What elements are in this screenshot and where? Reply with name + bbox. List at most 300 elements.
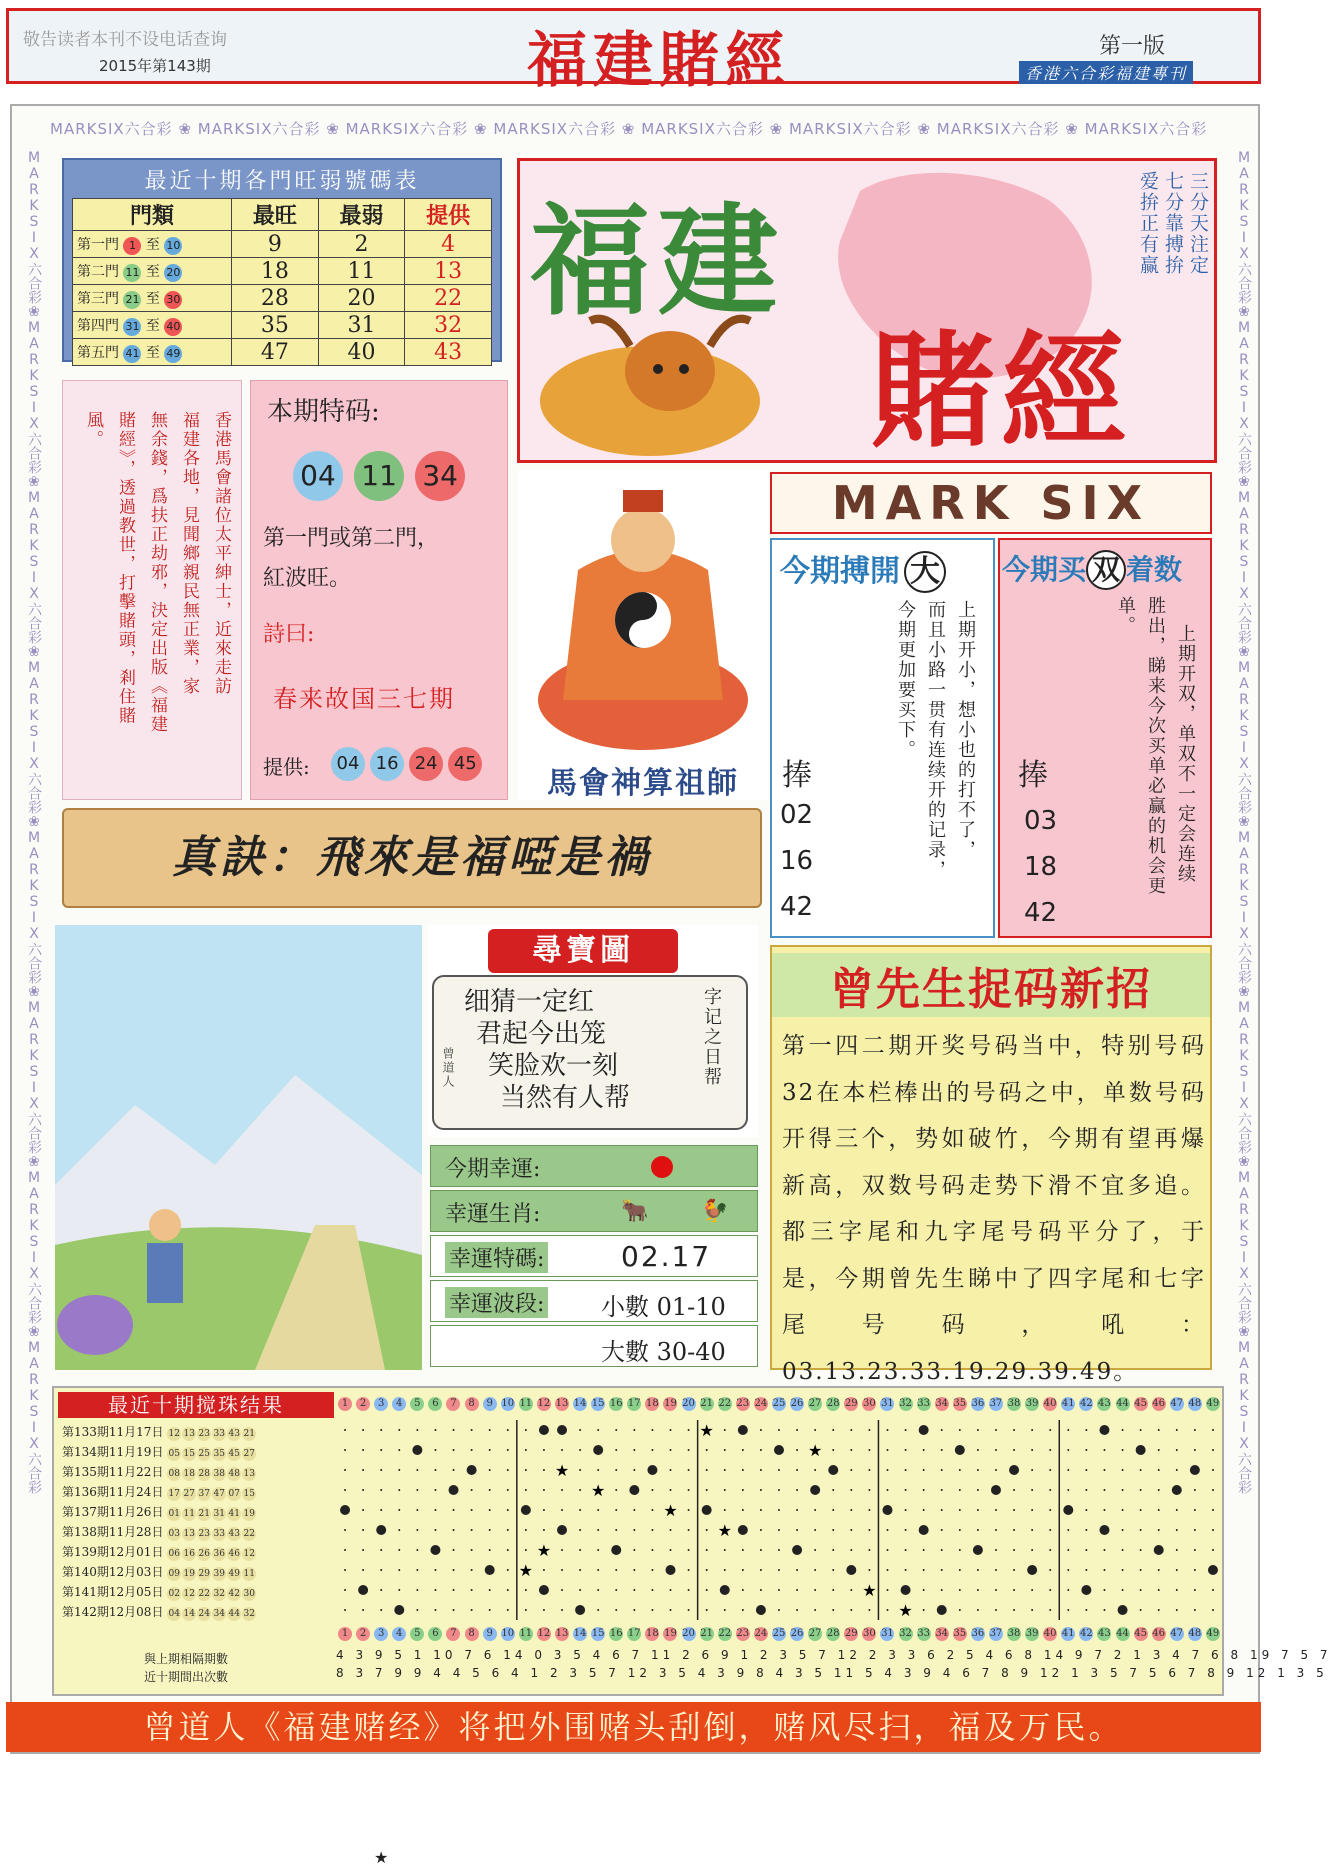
result-number: 01: [168, 1509, 180, 1519]
grid-dot: [1031, 1529, 1033, 1531]
master-figure: [518, 470, 768, 750]
drawn-dot: [629, 1485, 639, 1495]
banner-slogan-col-3: 爱拚正有赢: [1137, 171, 1159, 276]
grid-dot: [507, 1429, 509, 1431]
grid-dot: [868, 1469, 870, 1471]
number-chip: 13: [555, 1628, 569, 1639]
grid-dot: [796, 1569, 798, 1571]
grid-dot: [1176, 1569, 1178, 1571]
grid-dot: [489, 1449, 491, 1451]
bet-big-num-1: 02: [780, 800, 814, 830]
grid-dot: [905, 1489, 907, 1491]
zeng-text: 第一四二期开奖号码当中，特别号码32在本栏棒出的号码之中，单数号码开得三个，势如破竹，今期有望再爆新高，双数号码走势下滑不宜多追。都三字尾和九字尾号码平分了，于是，今期曾先生睇中了四字尾和七字尾号码，吼：03.13.23.33.19.29.39.49。: [782, 1033, 1206, 1385]
bet-double-num-1: 03: [1024, 806, 1058, 836]
grid-dot: [1049, 1469, 1051, 1471]
grid-dot: [688, 1469, 690, 1471]
number-chip: 9: [483, 1397, 497, 1411]
grid-dot: [742, 1469, 744, 1471]
grid-dot: [633, 1429, 635, 1431]
grid-dot: [905, 1569, 907, 1571]
grid-dot: [507, 1529, 509, 1531]
number-chip: 16: [609, 1628, 623, 1639]
grid-dot: [434, 1569, 436, 1571]
grid-dot: [1067, 1449, 1069, 1451]
grid-dot: [453, 1429, 455, 1431]
gate-from-ball: 21: [123, 291, 141, 309]
grid-dot: [886, 1529, 888, 1531]
grid-dot: [886, 1449, 888, 1451]
drawn-dot: [430, 1545, 440, 1555]
grid-dot: [905, 1469, 907, 1471]
luck-label: 幸運特碼:: [445, 1242, 548, 1273]
grid-dot: [832, 1549, 834, 1551]
grid-dot: [796, 1489, 798, 1491]
footer-text: 曾道人《福建赌经》将把外围赌头刮倒，赌风尽扫，福及万民。: [143, 1708, 1124, 1746]
grid-dot: [453, 1509, 455, 1511]
result-row-label: 第140期12月03日 09 19 29 39 49 11: [62, 1565, 255, 1579]
grid-dot: [1158, 1589, 1160, 1591]
grid-dot: [362, 1449, 364, 1451]
drawn-dot: [340, 1505, 350, 1515]
grid-dot: [434, 1529, 436, 1531]
grid-dot: [471, 1569, 473, 1571]
grid-dot: [724, 1569, 726, 1571]
grid-dot: [489, 1509, 491, 1511]
grid-dot: [344, 1469, 346, 1471]
grid-dot: [1122, 1509, 1124, 1511]
grid-dot: [416, 1509, 418, 1511]
grid-dot: [1067, 1569, 1069, 1571]
grid-dot: [959, 1589, 961, 1591]
grid-dot: [362, 1429, 364, 1431]
grid-dot: [1122, 1449, 1124, 1451]
number-chip: 3: [374, 1397, 388, 1411]
grid-dot: [525, 1589, 527, 1591]
grid-dot: [923, 1569, 925, 1571]
drawn-dot: [647, 1465, 657, 1475]
grid-dot: [868, 1489, 870, 1491]
grid-dot: [1212, 1589, 1214, 1591]
grid-dot: [1212, 1549, 1214, 1551]
grid-dot: [362, 1569, 364, 1571]
grid-dot: [434, 1449, 436, 1451]
number-chip: 47: [1170, 1628, 1184, 1639]
grid-dot: [923, 1489, 925, 1491]
grid-dot: [1212, 1489, 1214, 1491]
bet-big-col-3: 今期更加要买下。: [895, 600, 916, 760]
grid-dot: [670, 1549, 672, 1551]
result-row-label: 第137期11月26日 01 11 21 31 41 19: [62, 1505, 255, 1519]
number-chip: 13: [555, 1398, 569, 1409]
grid-dot: [742, 1569, 744, 1571]
grid-dot: [1158, 1569, 1160, 1571]
cell-offer: 13: [405, 258, 492, 285]
grid-dot: [471, 1429, 473, 1431]
grid-dot: [886, 1469, 888, 1471]
grid-dot: [959, 1509, 961, 1511]
result-number: 33: [213, 1429, 225, 1439]
number-chip: 34: [935, 1398, 949, 1409]
drawn-dot: [901, 1585, 911, 1595]
grid-dot: [1194, 1569, 1196, 1571]
grid-dot: [995, 1589, 997, 1591]
grid-dot: [1049, 1609, 1051, 1611]
grid-dot: [778, 1569, 780, 1571]
grid-dot: [1158, 1609, 1160, 1611]
grid-dot: [344, 1529, 346, 1531]
grid-dot: [633, 1529, 635, 1531]
slogan-banner: [62, 808, 762, 908]
grid-dot: [959, 1549, 961, 1551]
drawn-dot: [738, 1525, 748, 1535]
gate-to-ball: 49: [164, 345, 182, 363]
grid-dot: [814, 1529, 816, 1531]
marksix-logo-text: MARK SIX: [831, 476, 1151, 530]
bet-big-col-1: 上期开小，想小也的打不了，: [955, 600, 976, 860]
grid-dot: [1031, 1449, 1033, 1451]
slogan-text: 真訣：飛來是福啞是禍: [172, 832, 652, 883]
ox-icon: 🐂: [621, 1199, 649, 1224]
grid-dot: [416, 1489, 418, 1491]
number-chip: 37: [989, 1628, 1003, 1639]
number-chip: 23: [736, 1398, 750, 1409]
grid-dot: [543, 1449, 545, 1451]
grid-dot: [1013, 1489, 1015, 1491]
special-star: ★: [591, 1481, 606, 1500]
gate-to-ball: 10: [164, 237, 182, 255]
number-chip: 20: [682, 1398, 695, 1409]
grid-dot: [453, 1549, 455, 1551]
grid-dot: [977, 1429, 979, 1431]
col-header-offer: 提供: [405, 199, 492, 231]
grid-dot: [471, 1609, 473, 1611]
grid-dot: [344, 1489, 346, 1491]
drawn-dot: [720, 1585, 730, 1595]
grid-dot: [1140, 1549, 1142, 1551]
number-chip: 9: [483, 1627, 497, 1641]
result-number: 47: [213, 1489, 225, 1499]
grid-dot: [1158, 1469, 1160, 1471]
drawn-dot: [973, 1545, 983, 1555]
grid-dot: [1212, 1609, 1214, 1611]
special-line-1: 第一門或第二門，: [263, 526, 440, 551]
grid-dot: [832, 1589, 834, 1591]
grid-dot: [1122, 1429, 1124, 1431]
number-chip: 49: [1206, 1398, 1220, 1409]
drawn-dot: [412, 1445, 422, 1455]
bet-big-title-text: 今期搏開: [780, 554, 900, 589]
grid-dot: [1049, 1509, 1051, 1511]
grid-dot: [941, 1429, 943, 1431]
star-mark: ★: [374, 1848, 389, 1867]
grid-dot: [1013, 1609, 1015, 1611]
grid-dot: [959, 1569, 961, 1571]
grid-dot: [1013, 1449, 1015, 1451]
special-ball-3: 34: [415, 451, 465, 501]
result-row-label: 第141期12月05日 02 12 22 32 42 30: [62, 1585, 255, 1599]
special-panel: [250, 380, 508, 800]
bet-double-num-2: 18: [1024, 852, 1058, 882]
number-chip: 33: [917, 1398, 930, 1409]
grid-dot: [1103, 1589, 1105, 1591]
grid-dot: [995, 1529, 997, 1531]
grid-dot: [1140, 1609, 1142, 1611]
grid-dot: [814, 1549, 816, 1551]
bet-double-col-3: 单。: [1115, 596, 1136, 636]
bet-big-title-char: 大: [904, 551, 946, 593]
cell-max: 47: [232, 339, 319, 366]
grid-dot: [471, 1529, 473, 1531]
grid-dot: [688, 1489, 690, 1491]
grid-dot: [1085, 1429, 1087, 1431]
grid-dot: [525, 1449, 527, 1451]
grid-dot: [905, 1449, 907, 1451]
drawn-dot: [593, 1445, 603, 1455]
number-chip: 43: [1098, 1398, 1111, 1409]
grid-dot: [543, 1609, 545, 1611]
grid-dot: [1085, 1449, 1087, 1451]
number-chip: 7: [446, 1627, 460, 1641]
poem-text: 春来故国三七期: [273, 685, 455, 713]
grid-dot: [1176, 1469, 1178, 1471]
number-chip: 12: [537, 1628, 551, 1639]
number-chip: 3: [374, 1627, 388, 1641]
grid-dot: [941, 1569, 943, 1571]
table-row: [73, 231, 492, 258]
gate-from-ball: 1: [123, 237, 141, 255]
bet-double-col-2: 胜出，睇来今次买单必赢的机会更: [1145, 596, 1166, 896]
grid-dot: [1176, 1549, 1178, 1551]
provide-ball: 04: [331, 747, 365, 781]
result-row-label: 第142期12月08日 04 14 24 34 44 32: [62, 1605, 255, 1619]
grid-dot: [651, 1429, 653, 1431]
number-chip: 25: [772, 1398, 786, 1409]
poem-label: 詩曰:: [263, 622, 315, 647]
stat-row-1: 4 3 9 5 1 10 7 6 14 0 3 5 4 6 7 11 2 6 9 1 2 3 5 7 12 2 3 3 6 2 5 4 6 8 14 9 7 2 1 3 4 7 6 8 19 7 5 7: [336, 1648, 1332, 1662]
drawn-dot: [1190, 1465, 1200, 1475]
grid-dot: [1194, 1509, 1196, 1511]
grid-dot: [543, 1509, 545, 1511]
number-chip: 15: [591, 1628, 605, 1639]
grid-dot: [977, 1529, 979, 1531]
grid-dot: [977, 1469, 979, 1471]
number-chip: 12: [537, 1398, 551, 1409]
grid-dot: [489, 1609, 491, 1611]
zeng-panel: [770, 945, 1212, 1385]
grid-dot: [633, 1569, 635, 1571]
grid-dot: [977, 1449, 979, 1451]
number-chip: 2: [356, 1627, 370, 1641]
number-chip: 30: [862, 1628, 876, 1639]
number-chip: 34: [935, 1628, 949, 1639]
result-row-labels: [62, 1422, 338, 1622]
grid-dot: [525, 1609, 527, 1611]
col-header-min: 最弱: [318, 199, 405, 231]
number-chip: 36: [971, 1398, 985, 1409]
grid-dot: [941, 1449, 943, 1451]
grid-dot: [1013, 1549, 1015, 1551]
result-number: 05: [168, 1449, 180, 1459]
result-number: 26: [198, 1549, 210, 1559]
number-chip: 1: [338, 1627, 352, 1641]
grid-dot: [832, 1609, 834, 1611]
treasure-line-3: 笑脸欢一刻: [488, 1051, 619, 1081]
grid-dot: [832, 1429, 834, 1431]
grid-dot: [670, 1429, 672, 1431]
grid-dot: [959, 1429, 961, 1431]
grid-dot: [724, 1609, 726, 1611]
result-number: 42: [228, 1589, 240, 1599]
result-number: 28: [198, 1469, 210, 1479]
drawn-dot: [1172, 1485, 1182, 1495]
grid-dot: [688, 1429, 690, 1431]
grid-dot: [832, 1449, 834, 1451]
grid-dot: [416, 1589, 418, 1591]
drawn-dot: [539, 1585, 549, 1595]
drawn-dot: [810, 1485, 820, 1495]
grid-dot: [434, 1589, 436, 1591]
border-text-top: MARKSIX六合彩 ❀ MARKSIX六合彩 ❀ MARKSIX六合彩 ❀ MARKSIX六合彩 ❀ MARKSIX六合彩 ❀ MARKSIX六合彩 ❀ MARKSIX六合彩 ❀ MARKSIX六合彩: [50, 120, 1208, 138]
grid-dot: [760, 1529, 762, 1531]
grid-dot: [1194, 1449, 1196, 1451]
drawn-dot: [1118, 1605, 1128, 1615]
special-star: ★: [554, 1461, 570, 1480]
number-chip: 7: [446, 1397, 460, 1411]
bet-big-num-3: 42: [780, 892, 814, 922]
number-chip: 28: [826, 1628, 840, 1639]
grid-dot: [525, 1469, 527, 1471]
grid-dot: [1013, 1569, 1015, 1571]
cell-min: 11: [318, 258, 405, 285]
grid-dot: [1049, 1429, 1051, 1431]
grid-dot: [416, 1549, 418, 1551]
grid-dot: [868, 1529, 870, 1531]
result-number: 39: [213, 1569, 225, 1579]
result-number: 29: [198, 1569, 210, 1579]
number-chip: 31: [881, 1398, 894, 1409]
grid-dot: [923, 1509, 925, 1511]
grid-dot: [507, 1569, 509, 1571]
grid-dot: [453, 1589, 455, 1591]
provide-ball: 24: [409, 747, 443, 781]
cell-min: 2: [318, 231, 405, 258]
grid-dot: [742, 1609, 744, 1611]
special-line-2: 紅波旺。: [263, 566, 352, 591]
grid-dot: [1103, 1469, 1105, 1471]
grid-dot: [525, 1489, 527, 1491]
dot-grid: [336, 1420, 1222, 1620]
cell-offer: 4: [405, 231, 492, 258]
grid-dot: [633, 1589, 635, 1591]
grid-dot: [1176, 1609, 1178, 1611]
grid-dot: [832, 1509, 834, 1511]
number-header: [336, 1394, 1222, 1416]
number-chip: 35: [953, 1628, 967, 1639]
result-number: 41: [228, 1509, 240, 1519]
grid-dot: [525, 1429, 527, 1431]
number-chip: 41: [1061, 1628, 1075, 1639]
grid-dot: [850, 1449, 852, 1451]
grid-dot: [814, 1589, 816, 1591]
results-panel: [52, 1386, 1332, 1696]
cell-offer: 43: [405, 339, 492, 366]
grid-dot: [615, 1509, 617, 1511]
intro-col-3: 無余錢，爲扶正劫邪，決定出版《福建: [147, 411, 167, 734]
grid-dot: [1085, 1569, 1087, 1571]
grid-dot: [579, 1589, 581, 1591]
footer-banner: [6, 1702, 1261, 1752]
cell-max: 18: [232, 258, 319, 285]
grid-dot: [507, 1549, 509, 1551]
cell-offer: 32: [405, 312, 492, 339]
grid-dot: [398, 1469, 400, 1471]
number-chip: 22: [718, 1398, 732, 1409]
grid-dot: [398, 1569, 400, 1571]
number-chip: 15: [591, 1398, 605, 1409]
result-number: 27: [243, 1449, 255, 1459]
number-chip: 40: [1043, 1628, 1057, 1639]
number-chip: 29: [844, 1398, 858, 1409]
stat-row-2: 8 3 7 9 9 4 4 5 6 4 1 2 3 5 7 12 3 5 4 3 9 8 4 3 5 11 5 4 3 9 4 6 7 8 9 12 1 3 5 7 5 6 7 8 9 12 1 3 5: [336, 1666, 1328, 1680]
grid-dot: [724, 1549, 726, 1551]
number-chip: 1: [338, 1397, 352, 1411]
grid-dot: [670, 1609, 672, 1611]
grid-dot: [814, 1509, 816, 1511]
grid-dot: [615, 1449, 617, 1451]
number-chip: 25: [772, 1628, 786, 1639]
grid-dot: [1122, 1569, 1124, 1571]
provide-balls: [331, 747, 511, 781]
grid-dot: [579, 1529, 581, 1531]
landscape-svg: [55, 925, 422, 1370]
grid-dot: [1085, 1509, 1087, 1511]
grid-dot: [1103, 1449, 1105, 1451]
number-chip: 39: [1025, 1628, 1039, 1639]
grid-dot: [778, 1529, 780, 1531]
grid-dot: [543, 1529, 545, 1531]
grid-dot: [561, 1589, 563, 1591]
grid-dot: [995, 1449, 997, 1451]
grid-dot: [1031, 1509, 1033, 1511]
number-chip: 5: [410, 1627, 424, 1641]
number-chip: 4: [392, 1397, 406, 1411]
grid-dot: [832, 1569, 834, 1571]
result-number: 08: [168, 1469, 180, 1479]
cell-min: 40: [318, 339, 405, 366]
grid-dot: [868, 1569, 870, 1571]
number-chip: 17: [627, 1628, 641, 1639]
grid-dot: [688, 1449, 690, 1451]
provide-ball: 16: [370, 747, 404, 781]
grid-dot: [362, 1509, 364, 1511]
grid-dot: [380, 1589, 382, 1591]
grid-dot: [742, 1589, 744, 1591]
result-number: 14: [183, 1609, 195, 1619]
grid-dot: [1049, 1569, 1051, 1571]
grid-dot: [1013, 1529, 1015, 1531]
grid-dot: [489, 1429, 491, 1431]
grid-dot: [814, 1469, 816, 1471]
header-issue: 2015年第143期: [99, 57, 211, 75]
number-chip: 24: [754, 1628, 768, 1639]
number-chip: 49: [1206, 1628, 1220, 1639]
result-number: 37: [198, 1489, 210, 1499]
grid-dot: [670, 1529, 672, 1531]
grid-dot: [832, 1489, 834, 1491]
number-chip: 45: [1134, 1628, 1147, 1639]
grid-dot: [633, 1509, 635, 1511]
header-notice: 敬告读者本刊不设电话查询: [23, 30, 227, 50]
